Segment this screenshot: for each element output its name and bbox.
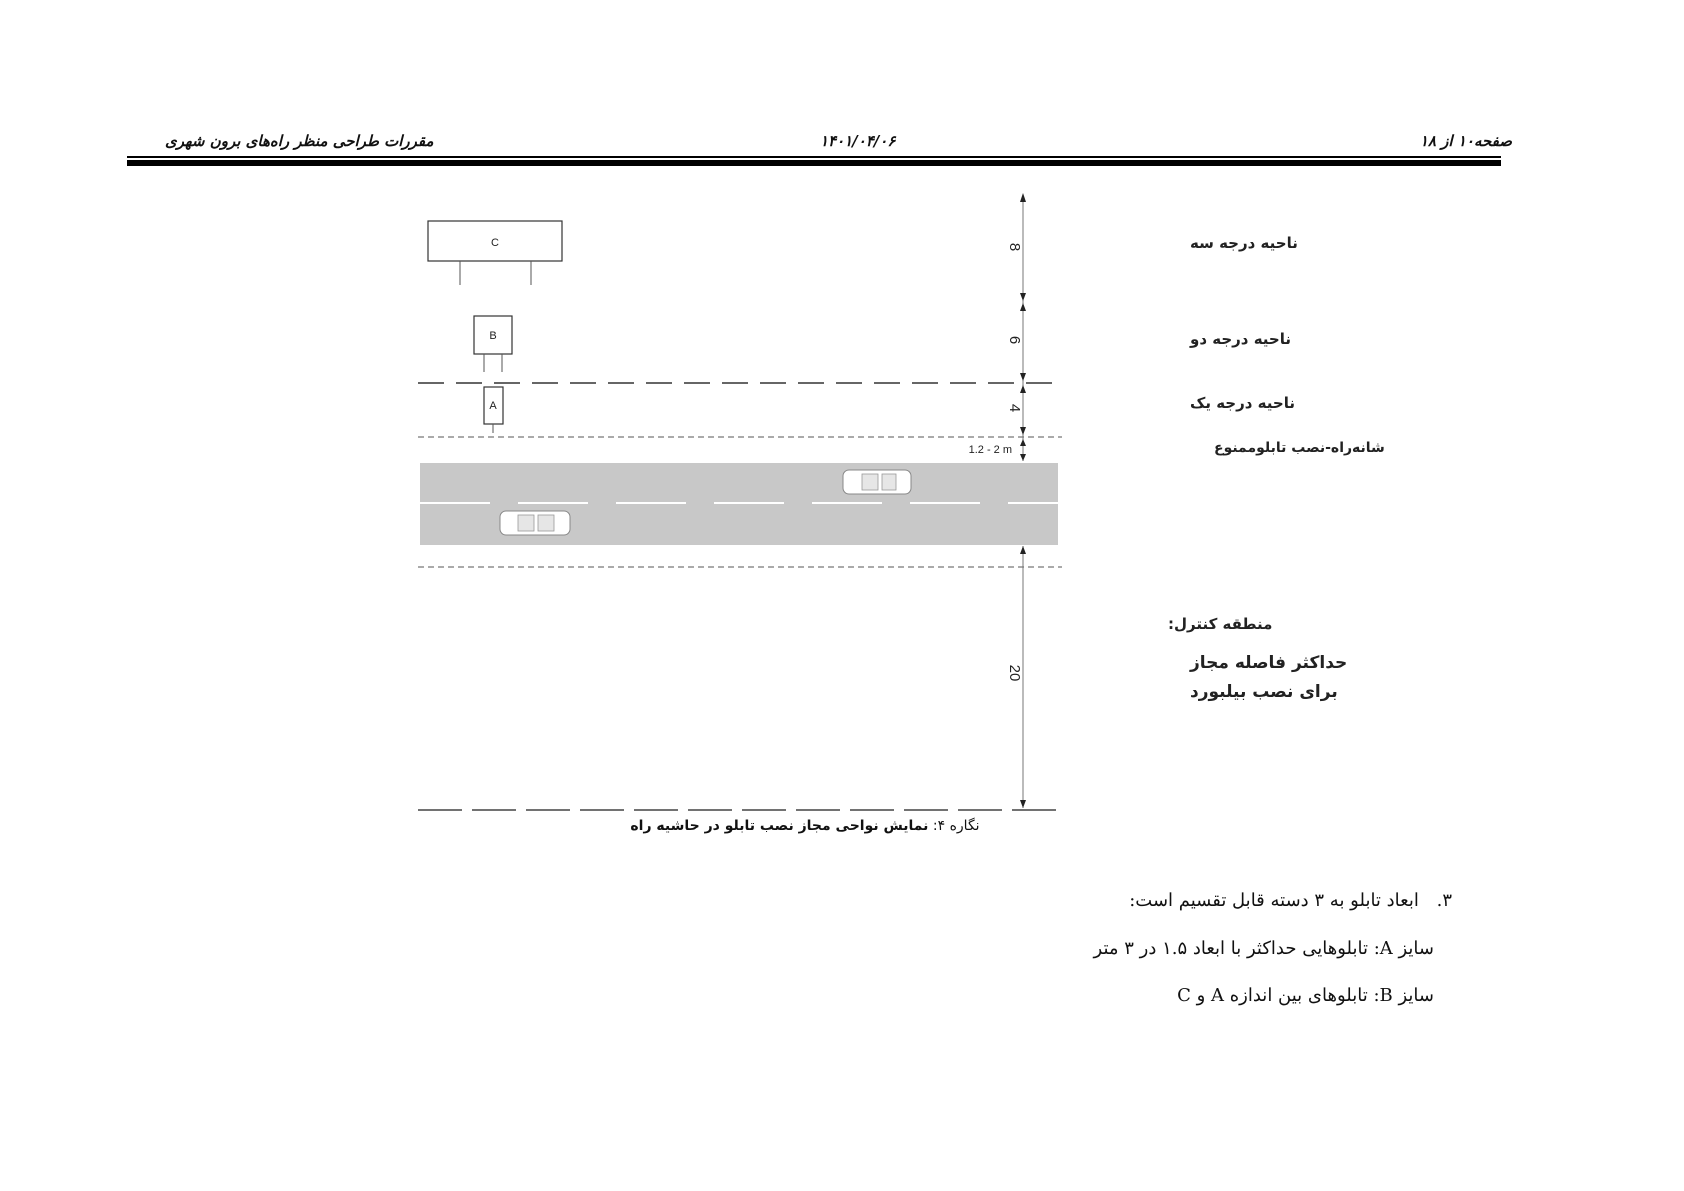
car-upper <box>843 470 911 494</box>
arrow-a-bottom <box>1020 427 1026 435</box>
arrow-control-top <box>1020 546 1026 554</box>
arrow-c-bottom <box>1020 293 1026 301</box>
arrow-a-top <box>1020 385 1026 393</box>
sign-a-label: A <box>489 400 497 412</box>
page-number: صفحه۱۰ از ۱۸ <box>1419 132 1512 150</box>
control-zone-width: 20 <box>1006 664 1023 682</box>
size-b-description: سایز B: تابلوهای بین اندازه A و C <box>1177 985 1434 1006</box>
arrow-shoulder-top <box>1020 439 1026 446</box>
zone-1-width: 4 <box>1006 403 1023 413</box>
size-a-description: سایز A: تابلوهایی حداکثر با ابعاد ۱.۵ در ۳ متر <box>1093 938 1434 959</box>
caption-prefix: نگاره ۴: <box>932 818 980 834</box>
arrow-b-bottom <box>1020 373 1026 381</box>
figure-caption <box>620 818 990 834</box>
zone-2-label: ناحیه درجه دو <box>1190 330 1292 348</box>
sign-b-label: B <box>489 330 497 342</box>
caption-text: نمایش نواحی مجاز نصب تابلو در حاشیه راه <box>630 818 929 834</box>
zone-3-label: ناحیه درجه سه <box>1190 234 1298 252</box>
arrow-b-top <box>1020 303 1026 311</box>
billboard-c <box>428 221 562 285</box>
zone-2-width: 6 <box>1006 335 1023 345</box>
document-title: مقررات طراحی منظر راه‌های برون شهری <box>165 132 434 150</box>
list-item-text: ابعاد تابلو به ۳ دسته قابل تقسیم است: <box>1129 890 1419 911</box>
zone-1-label: ناحیه درجه یک <box>1190 394 1295 412</box>
control-zone-line3: برای نصب بیلبورد <box>1190 682 1338 702</box>
car-lower <box>500 511 570 535</box>
shoulder-label: شانه‌راه-نصب تابلوممنوع <box>1214 440 1385 456</box>
billboard-b <box>474 316 512 372</box>
control-zone-line2: حداکثر فاصله مجاز <box>1190 653 1348 673</box>
shoulder-width: 1.2 - 2 m <box>968 444 1012 456</box>
list-item-3 <box>1129 890 1452 911</box>
arrow-shoulder-bottom <box>1020 454 1026 461</box>
sign-c-label: C <box>491 237 499 249</box>
control-zone-title: منطقه کنترل: <box>1168 615 1273 633</box>
zone-3-width: 8 <box>1006 242 1023 252</box>
list-item-number: ۳. <box>1436 890 1452 911</box>
header-date: ۱۴۰۱/۰۴/۰۶ <box>820 132 896 150</box>
arrow-top <box>1020 193 1026 202</box>
billboard-a <box>484 387 503 433</box>
arrow-control-bottom <box>1020 800 1026 808</box>
